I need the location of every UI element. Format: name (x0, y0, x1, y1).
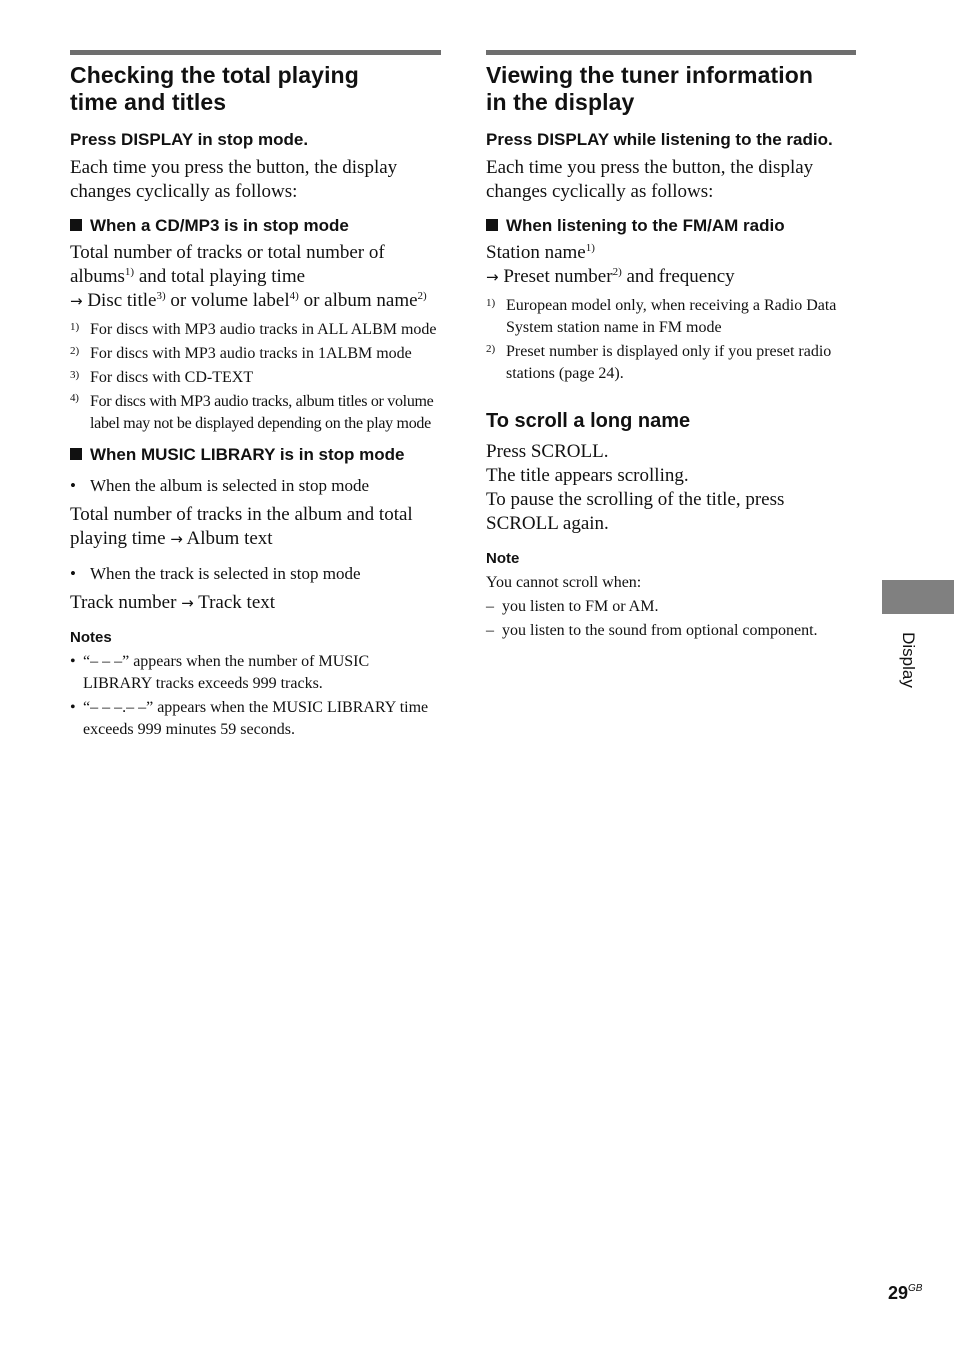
scroll-line: Press SCROLL. (486, 441, 609, 462)
page-number: $29^{GB}$ (888, 1283, 923, 1303)
subheading-radio: When listening to the FM/AM radio (486, 216, 856, 236)
section-tab (882, 580, 954, 614)
arrow-right-icon: → (70, 292, 83, 310)
section-title-tuner-info: Viewing the tuner information in the display (486, 62, 814, 115)
arrow-right-icon: → (170, 530, 183, 548)
album-display-sequence: Total number of tracks in the album and total playing time → Album text (70, 504, 413, 549)
scroll-line: The title appears scrolling. (486, 465, 689, 486)
instruction-lead: Press DISPLAY in stop mode. (70, 130, 309, 149)
square-bullet-icon (70, 448, 82, 460)
scroll-heading: To scroll a long name (486, 410, 691, 432)
footnote: 2) Preset number is displayed only if you preset radio stations (page 24). (486, 343, 832, 382)
footnote-list (70, 319, 441, 434)
right-column (486, 50, 856, 644)
notes-heading: Notes (70, 629, 112, 646)
note-item: • “– – –” appears when the number of MUSIC LIBRARY tracks exceeds 999 tracks. (70, 653, 370, 692)
track-display-sequence: Track number → Track text (70, 592, 276, 613)
footnote-list (486, 295, 856, 385)
subheading-cd-mp3: When a CD/MP3 is in stop mode (70, 216, 441, 236)
arrow-right-icon: → (486, 268, 499, 286)
bullet-item: • When the album is selected in stop mode (70, 476, 370, 495)
square-bullet-icon (486, 219, 498, 231)
note-dash-item: – you listen to the sound from optional component. (486, 622, 818, 639)
heading-rule (70, 50, 441, 55)
section-title-playing-time: Checking the total playing time and titles (70, 62, 359, 115)
footnote: 3) For discs with CD-TEXT (70, 369, 254, 386)
subheading-music-library: When MUSIC LIBRARY is in stop mode (70, 445, 441, 465)
instruction-lead: Press DISPLAY while listening to the radio. (486, 130, 833, 149)
left-column (70, 50, 441, 743)
arrow-right-icon: → (181, 594, 194, 612)
note-item: • “– – –.– –” appears when the MUSIC LIBRARY time exceeds 999 minutes 59 seconds. (70, 699, 429, 738)
footnote: 1) European model only, when receiving a Radio Data System station name in FM mode (486, 297, 837, 336)
cd-display-sequence: Total number of tracks or total number of albums$^{1)}$ and total playing time → Disc title$^{3)}$ or volume label$^{4)}$ or album name$^{2)}$ (70, 242, 427, 311)
footnote: 2) For discs with MP3 audio tracks in 1ALBM mode (70, 345, 412, 362)
note-intro: You cannot scroll when: (486, 574, 642, 591)
square-bullet-icon (70, 219, 82, 231)
note-dash-item: – you listen to FM or AM. (486, 598, 659, 615)
radio-display-sequence: Station name$^{1)}$ → Preset number$^{2)}$ and frequency (486, 242, 735, 287)
bullet-item: • When the track is selected in stop mode (70, 564, 361, 583)
section-tab-label: Display (899, 632, 918, 688)
heading-rule (486, 50, 856, 55)
intro-paragraph: Each time you press the button, the display changes cyclically as follows: (486, 157, 814, 202)
scroll-line: To pause the scrolling of the title, press SCROLL again. (486, 489, 785, 534)
footnote: 1) For discs with MP3 audio tracks in ALL ALBM mode (70, 321, 437, 338)
note-heading: Note (486, 550, 520, 567)
footnote: 4) For discs with MP3 audio tracks, album titles or volume label may not be displayed depending on the play mode (70, 392, 434, 432)
intro-paragraph: Each time you press the button, the display changes cyclically as follows: (70, 157, 398, 202)
